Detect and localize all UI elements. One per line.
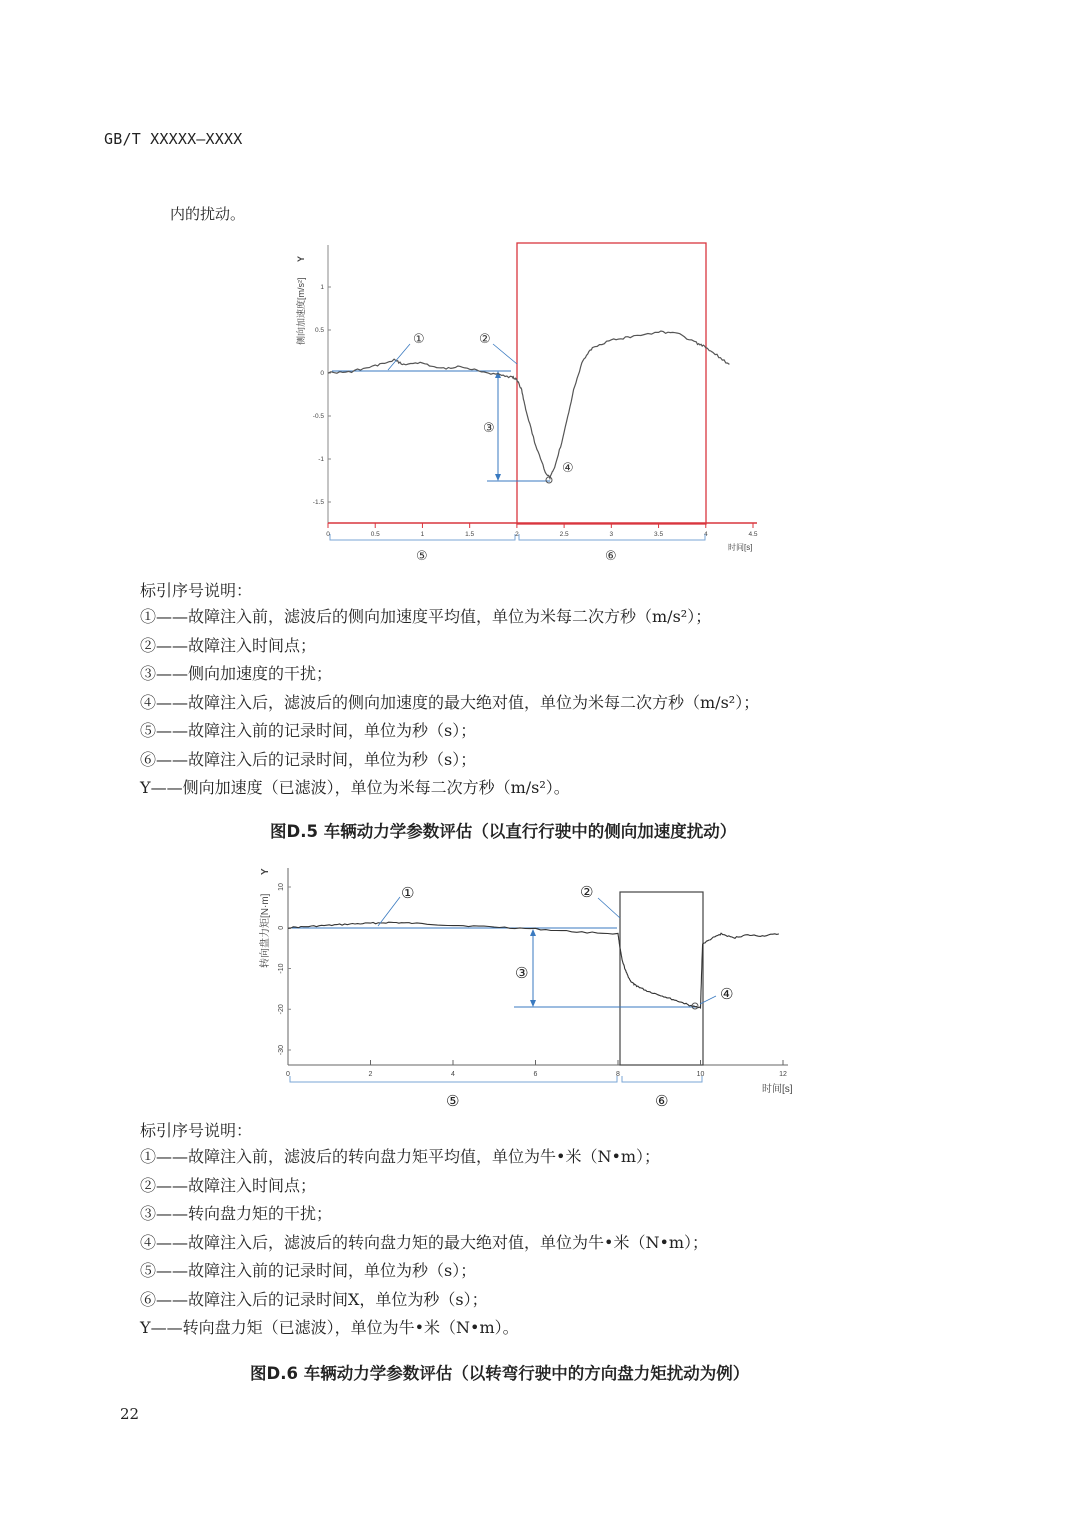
legend-item: ⑥——故障注入后的记录时间，单位为秒（s）； [140, 749, 477, 769]
legend-title-1: 标引序号说明： [140, 581, 253, 600]
marker-2: ② [580, 884, 594, 901]
legend-item: ②——故障注入时间点； [140, 635, 317, 655]
x-tick-label: 2.5 [559, 531, 569, 538]
y-tick-label: -10 [278, 963, 285, 974]
x-tick-label: 3 [609, 531, 614, 538]
post-fault-window-box [620, 892, 703, 1065]
intro-text: 内的扰动。 [170, 205, 246, 223]
x-axis-label: 时间[s] [762, 1084, 793, 1095]
legend-list-1 [140, 603, 759, 803]
legend-item: ③——侧向加速度的干扰； [140, 664, 333, 683]
x-tick-label: 1 [420, 531, 425, 538]
y-tick-label: -30 [278, 1044, 285, 1056]
x-tick-label: 12 [779, 1071, 787, 1078]
max-abs-point [546, 477, 552, 483]
figure-caption-1: 图D.5 车辆动力学参数评估（以直行行驶中的侧向加速度扰动） [270, 822, 737, 841]
figure-caption-2: 图D.6 车辆动力学参数评估（以转弯行驶中的方向盘力矩扰动为例） [250, 1364, 750, 1383]
x-axis-label: 时间[s] [728, 543, 753, 552]
marker-1: ① [413, 331, 425, 346]
marker-4: ④ [720, 986, 734, 1003]
legend-item: ①——故障注入前，滤波后的转向盘力矩平均值，单位为牛•米（N•m）； [140, 1147, 661, 1166]
legend-item: Y——转向盘力矩（已滤波），单位为牛•米（N•m）。 [140, 1318, 519, 1337]
y-tick-label: 0 [278, 925, 285, 930]
lateral-acceleration-chart [280, 235, 780, 565]
y-axis-letter: Y [260, 868, 271, 875]
legend-item: ⑥——故障注入后的记录时间X，单位为秒（s）； [140, 1289, 488, 1309]
marker-2-leader [493, 344, 517, 364]
marker-2: ② [479, 331, 491, 346]
legend-item: Y——侧向加速度（已滤波），单位为米每二次方秒（m/s²）。 [140, 778, 570, 797]
post-fault-duration-bracket [622, 1076, 702, 1082]
legend-item: ⑤——故障注入前的记录时间，单位为秒（s）； [140, 721, 477, 740]
x-tick-label: 6 [533, 1071, 538, 1078]
x-tick-label: 0 [286, 1071, 290, 1078]
marker-3: ③ [483, 420, 495, 435]
disturbance-arrow-head-up [530, 929, 536, 936]
y-tick-label: -1.5 [312, 499, 324, 506]
x-tick-label: 3.5 [654, 531, 664, 538]
marker-3: ③ [515, 965, 529, 982]
y-tick-label: 0 [320, 370, 324, 377]
y-tick-label: -1 [318, 456, 324, 463]
marker-5: ⑤ [416, 548, 428, 563]
y-tick-label: -0.5 [312, 413, 324, 420]
y-axis-label: 侧向加速度[m/s²] [296, 277, 306, 345]
post-fault-window-box [517, 243, 706, 524]
lateral-acceleration-series [328, 331, 729, 478]
x-tick-label: 8 [616, 1071, 620, 1078]
x-tick-label: 4 [703, 531, 708, 538]
page-number: 22 [120, 1405, 140, 1423]
legend-item: ⑤——故障注入前的记录时间，单位为秒（s）； [140, 1261, 477, 1280]
marker-6: ⑥ [655, 1093, 669, 1110]
x-tick-label: 0 [326, 531, 330, 538]
legend-item: ④——故障注入后，滤波后的侧向加速度的最大绝对值，单位为米每二次方秒（m/s²）； [140, 692, 760, 712]
y-tick-label: -20 [278, 1004, 285, 1015]
y-tick-label: 10 [278, 883, 285, 891]
steering-torque-chart [250, 855, 810, 1115]
disturbance-arrow-head-down [530, 1000, 536, 1007]
legend-item: ③——转向盘力矩的干扰； [140, 1204, 333, 1223]
marker-6: ⑥ [605, 548, 617, 563]
marker-2-leader [598, 898, 620, 918]
marker-5: ⑤ [446, 1093, 460, 1110]
y-tick-label: 1 [320, 284, 324, 291]
x-tick-label: 4.5 [748, 531, 758, 538]
x-tick-label: 10 [696, 1071, 705, 1078]
x-tick-label: 2 [515, 531, 519, 538]
legend-list-2 [140, 1143, 708, 1343]
legend-title-2: 标引序号说明： [140, 1121, 253, 1140]
x-tick-label: 4 [451, 1071, 455, 1078]
legend-item: ④——故障注入后，滤波后的转向盘力矩的最大绝对值，单位为牛•米（N•m）； [140, 1232, 709, 1252]
y-tick-label: 0.5 [314, 327, 324, 334]
legend-item: ②——故障注入时间点； [140, 1175, 317, 1195]
y-axis-label: 转向盘力矩[N·m] [260, 893, 271, 968]
marker-4: ④ [562, 460, 574, 475]
x-tick-label: 2 [368, 1071, 373, 1078]
x-tick-label: 1.5 [465, 531, 475, 538]
y-axis-letter: Y [296, 255, 306, 262]
x-tick-label: 0.5 [370, 531, 380, 538]
marker-1-leader [388, 344, 410, 370]
disturbance-arrow-head-down [495, 474, 501, 481]
legend-item: ①——故障注入前，滤波后的侧向加速度平均值，单位为米每二次方秒（m/s²）； [140, 607, 712, 626]
marker-1-leader [378, 897, 400, 926]
marker-1: ① [401, 885, 415, 902]
document-id: GB/T XXXXX—XXXX [104, 130, 243, 148]
